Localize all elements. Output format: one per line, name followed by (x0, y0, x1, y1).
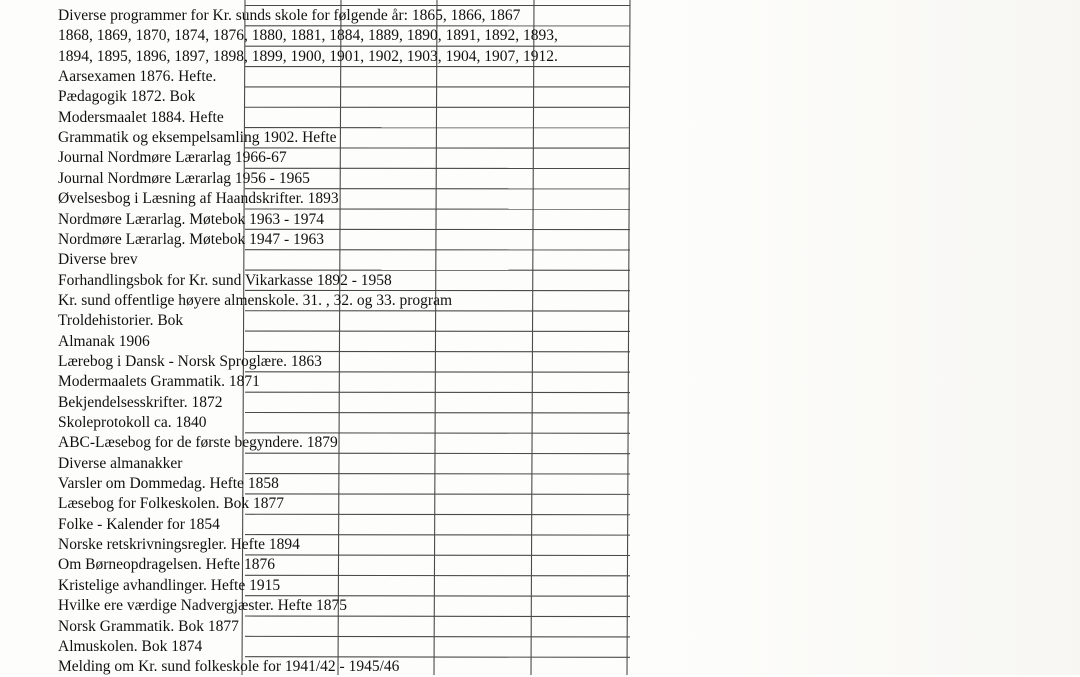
list-item: Norsk Grammatik. Bok 1877 (58, 617, 239, 637)
list-item: Modermaalets Grammatik. 1871 (58, 372, 260, 392)
list-item: Nordmøre Lærarlag. Møtebok 1963 - 1974 (58, 210, 324, 230)
list-item: Diverse brev (58, 250, 138, 270)
list-item: Almanak 1906 (58, 332, 150, 352)
list-item: Almuskolen. Bok 1874 (58, 637, 202, 657)
list-item: Troldehistorier. Bok (58, 311, 183, 331)
list-item: Modersmaalet 1884. Hefte (58, 108, 224, 128)
list-item: Journal Nordmøre Lærarlag 1966-67 (58, 148, 287, 168)
list-item: Skoleprotokoll ca. 1840 (58, 413, 207, 433)
list-item: 1868, 1869, 1870, 1874, 1876, 1880, 1881, 1884, 1889, 1890, 1891, 1892, 1893, (58, 26, 558, 46)
list-item: Diverse programmer for Kr. sunds skole for følgende år: 1865, 1866, 1867 (58, 6, 520, 26)
list-item: Om Børneopdragelsen. Hefte 1876 (58, 555, 275, 575)
list-item: Grammatik og eksempelsamling 1902. Hefte (58, 128, 337, 148)
list-item: Diverse almanakker (58, 454, 182, 474)
list-item: Varsler om Dommedag. Hefte 1858 (58, 474, 279, 494)
list-item: Lærebog i Dansk - Norsk Sproglære. 1863 (58, 352, 322, 372)
list-item: Folke - Kalender for 1854 (58, 515, 220, 535)
list-item: Journal Nordmøre Lærarlag 1956 - 1965 (58, 169, 310, 189)
list-item: Læsebog for Folkeskolen. Bok 1877 (58, 494, 284, 514)
list-item: Pædagogik 1872. Bok (58, 87, 195, 107)
list-item: Øvelsesbog i Læsning af Haandskrifter. 1893 (58, 189, 339, 209)
list-item: Aarsexamen 1876. Hefte. (58, 67, 216, 87)
list-item: Hvilke ere værdige Nadvergjæster. Hefte 1875 (58, 596, 347, 616)
list-item: Kristelige avhandlinger. Hefte 1915 (58, 576, 280, 596)
list-item: Melding om Kr. sund folkeskole for 1941/42 - 1945/46 (58, 657, 399, 677)
list-item: 1894, 1895, 1896, 1897, 1898, 1899, 1900, 1901, 1902, 1903, 1904, 1907, 1912. (58, 47, 558, 67)
list-item: Nordmøre Lærarlag. Møtebok 1947 - 1963 (58, 230, 324, 250)
list-item: ABC-Læsebog for de første begyndere. 1879 (58, 433, 338, 453)
scan-shading (660, 0, 1080, 675)
list-item: Forhandlingsbok for Kr. sund Vikarkasse 1892 - 1958 (58, 271, 392, 291)
list-item: Kr. sund offentlige høyere almenskole. 31. , 32. og 33. program (58, 291, 452, 311)
list-item: Norske retskrivningsregler. Hefte 1894 (58, 535, 300, 555)
list-item: Bekjendelsesskrifter. 1872 (58, 393, 222, 413)
